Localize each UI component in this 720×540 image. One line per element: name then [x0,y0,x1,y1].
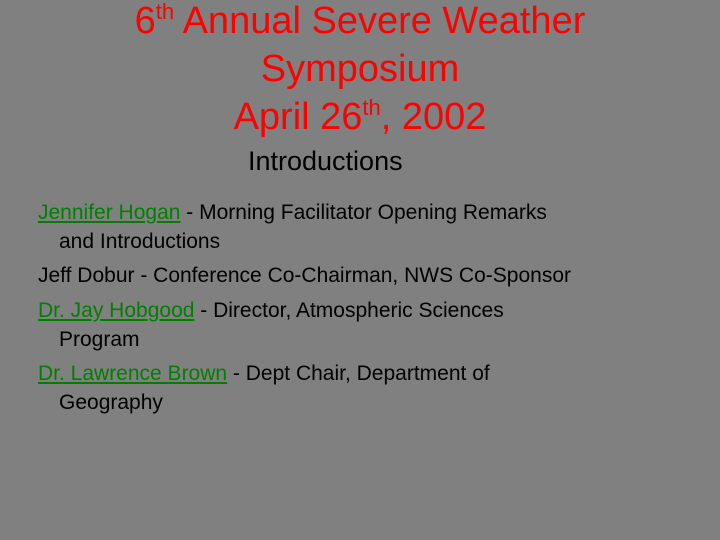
title-line-1-text: Annual Severe Weather [174,0,586,42]
speaker-role: - Dept Chair, Department of [227,362,490,385]
speaker-link-jennifer-hogan[interactable]: Jennifer Hogan [38,201,181,224]
title-line-2: Symposium [260,48,460,90]
title-line-3 [0,94,720,140]
title-line-1 [0,0,720,44]
title-number: 6 [134,0,156,42]
speaker-role: - Morning Facilitator Opening Remarks [180,201,547,224]
speaker-item-line-2: Geography [59,391,163,414]
title-date-year: , 2002 [380,96,487,138]
speaker-item [38,296,708,354]
speaker-name-jeff-dobur: Jeff Dobur [38,264,135,287]
title-date-prefix: April 26 [233,96,363,138]
speaker-item-line-1 [38,198,708,227]
slide-subtitle: Introductions [248,146,403,176]
speaker-link-lawrence-brown[interactable]: Dr. Lawrence Brown [38,362,228,385]
title-ordinal-suffix: th [155,0,175,24]
speaker-item [38,359,708,417]
speaker-item [38,198,708,256]
speaker-item-line-1 [38,359,708,388]
speaker-role: - Conference Co-Chairman, NWS Co-Sponsor [134,264,571,287]
speaker-item-line-2: and Introductions [59,230,221,253]
speaker-item-line-1 [38,296,708,325]
title-date-suffix: th [362,95,381,120]
speaker-item-line-2: Program [59,328,140,351]
speaker-link-jay-hobgood[interactable]: Dr. Jay Hobgood [38,299,195,322]
speaker-item [38,261,708,290]
speaker-role: - Director, Atmospheric Sciences [194,299,504,322]
speaker-item-line-1 [38,261,708,290]
